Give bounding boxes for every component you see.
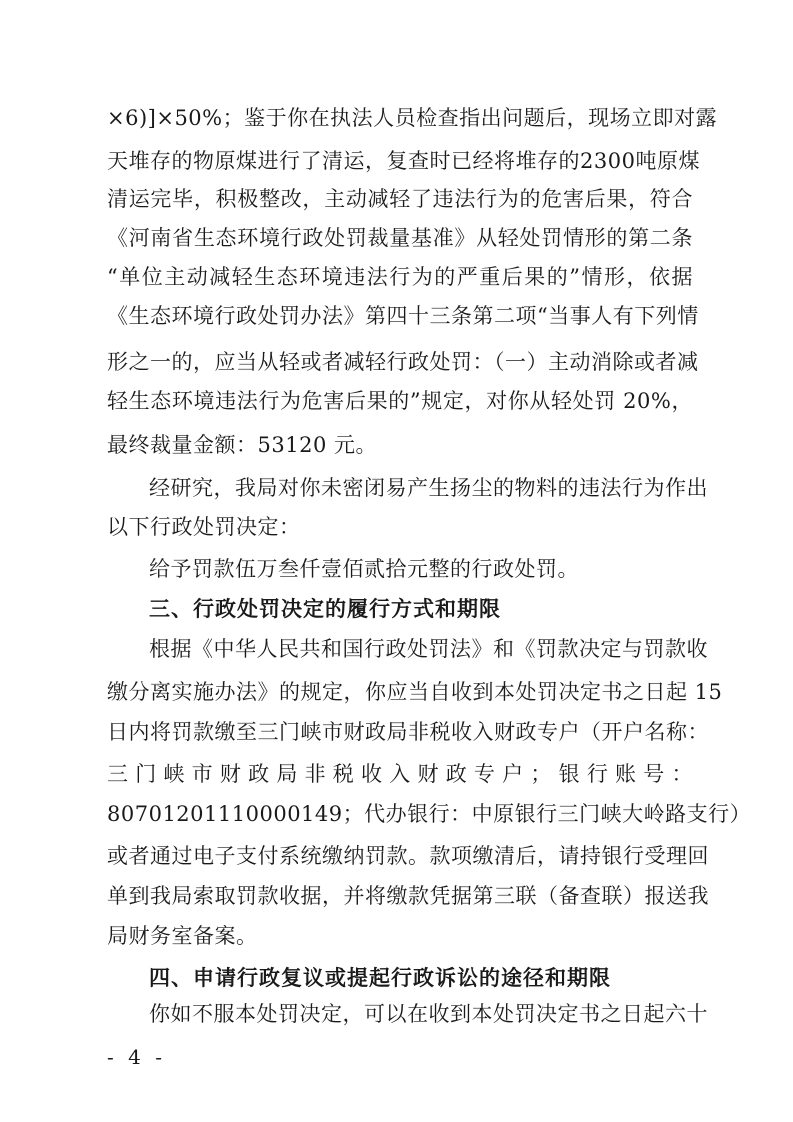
body-text-line: 三门峡市财政局非税收入财政专户；银行账号： bbox=[107, 762, 693, 786]
body-text-line: 局财务室备案。 bbox=[107, 924, 258, 948]
body-text-line: 轻生态环境违法行为危害后果的”规定，对你从轻处罚 20%， bbox=[107, 389, 693, 413]
body-text-line: 《河南省生态环境行政处罚裁量基准》从轻处罚情形的第二条 bbox=[107, 226, 693, 250]
body-text-line: 日内将罚款缴至三门峡市财政局非税收入财政专户（开户名称： bbox=[107, 720, 709, 744]
section-heading-3: 三、行政处罚决定的履行方式和期限 bbox=[149, 597, 501, 621]
section-heading-4: 四、申请行政复议或提起行政诉讼的途径和期限 bbox=[149, 966, 611, 990]
body-text-line: 天堆存的物原煤进行了清运，复查时已经将堆存的2300吨原煤 bbox=[107, 149, 700, 173]
body-text-line: 最终裁量金额：53120 元。 bbox=[107, 433, 377, 457]
paragraph-first-line: 经研究，我局对你未密闭易产生扬尘的物料的违法行为作出 bbox=[149, 476, 708, 500]
decision-statement: 给予罚款伍万叁仟壹佰贰拾元整的行政处罚。 bbox=[149, 557, 579, 581]
body-text-line: 形之一的，应当从轻或者减轻行政处罚：（一）主动消除或者减 bbox=[107, 350, 699, 374]
body-text-line: 《生态环境行政处罚办法》第四十三条第二项“当事人有下列情 bbox=[107, 304, 699, 328]
body-text-line: 清运完毕，积极整改，主动减轻了违法行为的危害后果，符合 bbox=[107, 187, 693, 211]
body-text-line: 80701201110000149；代办银行：中原银行三门峡大岭路支行） bbox=[107, 802, 752, 826]
page-number: - 4 - bbox=[107, 1045, 166, 1069]
body-text-line: “单位主动减轻生态环境违法行为的严重后果的”情形，依据 bbox=[107, 265, 693, 289]
paragraph-first-line: 根据《中华人民共和国行政处罚法》和《罚款决定与罚款收 bbox=[149, 637, 708, 661]
body-text-line: 缴分离实施办法》的规定，你应当自收到本处罚决定书之日起 15 bbox=[107, 680, 723, 704]
body-text-line: 以下行政处罚决定： bbox=[107, 515, 301, 539]
body-text-line: 或者通过电子支付系统缴纳罚款。款项缴清后，请持银行受理回 bbox=[107, 844, 709, 868]
paragraph-first-line: 你如不服本处罚决定，可以在收到本处罚决定书之日起六十 bbox=[149, 1002, 708, 1026]
body-text-line: ×6)]×50%；鉴于你在执法人员检查指出问题后，现场立即对露 bbox=[107, 106, 718, 130]
body-text-line: 单到我局索取罚款收据，并将缴款凭据第三联（备查联）报送我 bbox=[107, 884, 709, 908]
